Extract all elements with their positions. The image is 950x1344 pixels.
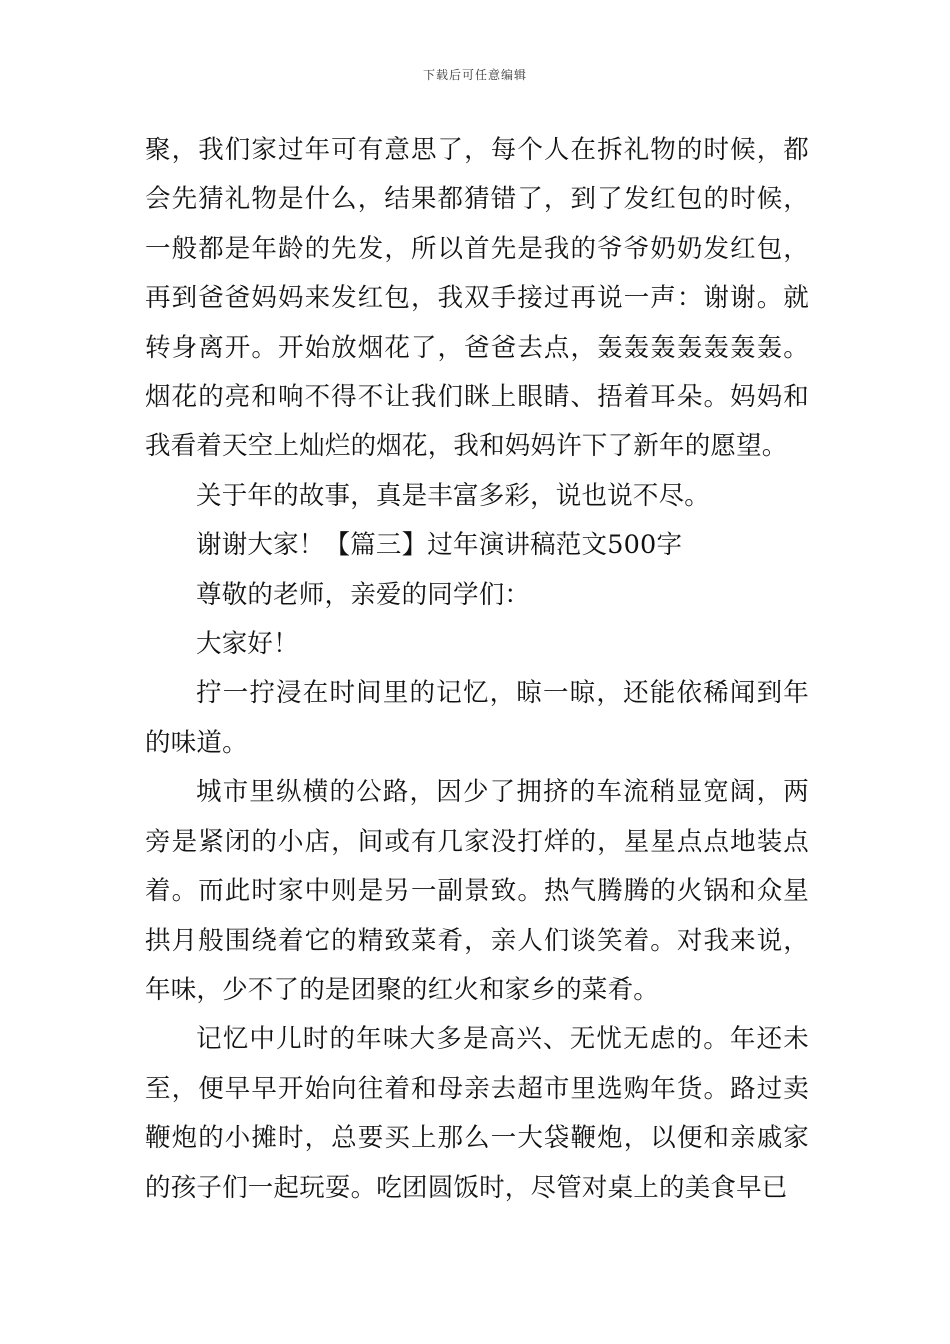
page-header-note: 下载后可任意编辑 [422,68,527,82]
paragraph-3: 谢谢大家！【篇三】过年演讲稿范文500字 [196,530,683,561]
document-body [145,126,809,1213]
paragraph-2: 关于年的故事，真是丰富多彩，说也说不尽。 [196,480,711,511]
paragraph-8: 记忆中儿时的年味大多是高兴、无忧无虑的。年还未至，便早早开始向往着和母亲去超市里选购年货。路过卖鞭炮的小摊时，总要买上那么一大袋鞭炮，以便和亲戚家的孩子们一起玩耍。吃团圆饭时，尽管对桌上的美食早已 [145,1024,809,1203]
paragraph-1: 聚，我们家过年可有意思了，每个人在拆礼物的时候，都会先猜礼物是什么，结果都猜错了，到了发红包的时候，一般都是年龄的先发，所以首先是我的爷爷奶奶发红包，再到爸爸妈妈来发红包，我双手接过再说一声：谢谢。就转身离开。开始放烟花了，爸爸去点，轰轰轰轰轰轰轰。烟花的亮和响不得不让我们眯上眼睛、捂着耳朵。妈妈和我看着天空上灿烂的烟花，我和妈妈许下了新年的愿望。 [145,135,809,462]
paragraph-5: 大家好！ [196,629,299,660]
paragraph-4: 尊敬的老师，亲爱的同学们： [196,579,531,610]
paragraph-7: 城市里纵横的公路，因少了拥挤的车流稍显宽阔，两旁是紧闭的小店，间或有几家没打烊的，星星点点地装点着。而此时家中则是另一副景致。热气腾腾的火锅和众星拱月般围绕着它的精致菜肴，亲人们谈笑着。对我来说，年味，少不了的是团聚的红火和家乡的菜肴。 [145,777,809,1005]
paragraph-6: 拧一拧浸在时间里的记忆，晾一晾，还能依稀闻到年的味道。 [145,678,809,758]
